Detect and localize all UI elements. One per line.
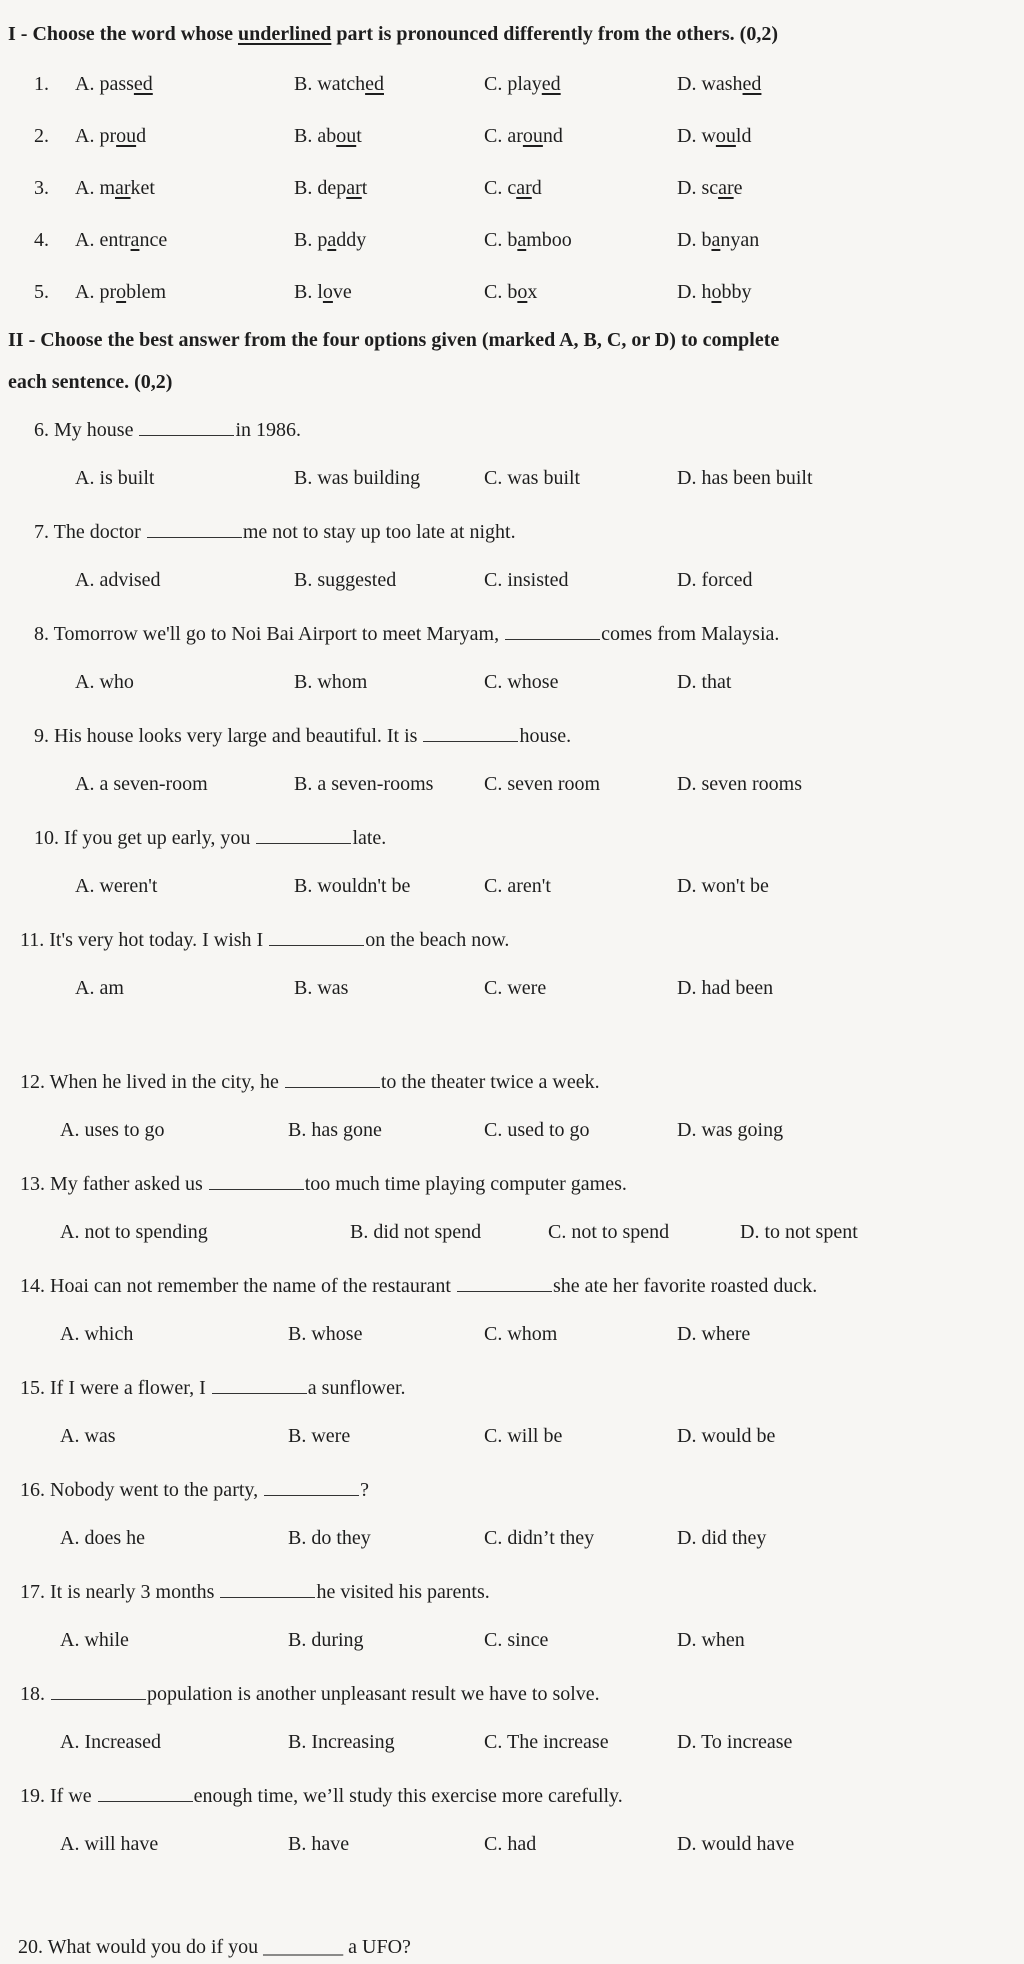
answer-option: D. was going xyxy=(677,1119,784,1141)
answer-option: C. didn’t they xyxy=(484,1527,595,1549)
section-1-heading xyxy=(0,12,1024,56)
question-row xyxy=(0,166,1024,210)
answer-option: D. where xyxy=(677,1323,751,1345)
question-pre: When he lived in the city, he xyxy=(49,1071,284,1093)
question-pre: His house looks very large and beautiful. It is xyxy=(54,725,423,747)
underlined-part: ar xyxy=(115,177,131,199)
answer-option: A. not to spending xyxy=(60,1221,208,1243)
question-text xyxy=(34,510,516,554)
answer-option: D. forced xyxy=(677,569,753,591)
question-row xyxy=(0,612,1024,656)
question-number: 4. xyxy=(34,229,49,251)
question-post: a sunflower. xyxy=(307,1377,406,1399)
answer-blank xyxy=(212,1375,307,1394)
answer-option: D. would xyxy=(677,125,752,147)
section-2-heading-line-1 xyxy=(0,318,1024,362)
question-post: me not to stay up too late at night. xyxy=(242,521,516,543)
answer-option: B. love xyxy=(294,281,352,303)
question-row xyxy=(0,1366,1024,1410)
answer-option: C. The increase xyxy=(484,1731,609,1753)
question-row xyxy=(0,270,1024,314)
question-text xyxy=(20,1060,600,1104)
question-post: ? xyxy=(360,1479,369,1501)
answer-option: A. Increased xyxy=(60,1731,162,1753)
question-post: too much time playing computer games. xyxy=(304,1173,627,1195)
cutoff-question-20 xyxy=(0,1934,1024,1964)
answer-option: A. uses to go xyxy=(60,1119,165,1141)
options-row xyxy=(0,1210,1024,1254)
answer-option: A. a seven-room xyxy=(75,773,208,795)
question-text xyxy=(20,1774,623,1818)
question-text xyxy=(34,408,301,452)
question-number: 1. xyxy=(34,73,49,95)
question-number: 16. xyxy=(20,1479,50,1501)
question-text xyxy=(34,714,571,758)
underlined-part: ed xyxy=(365,73,384,95)
answer-option: C. played xyxy=(484,73,561,95)
question-number: 17. xyxy=(20,1581,50,1603)
question-row xyxy=(0,62,1024,106)
answer-option: B. have xyxy=(288,1833,350,1855)
answer-option: C. seven room xyxy=(484,773,601,795)
section-1-title-post: part is pronounced differently from the others. (0,2) xyxy=(331,23,778,45)
answer-option: B. suggested xyxy=(294,569,397,591)
answer-option: B. was building xyxy=(294,467,421,489)
question-row xyxy=(0,1774,1024,1818)
underlined-part: o xyxy=(711,281,722,303)
question-pre: My father asked us xyxy=(50,1173,208,1195)
question-number: 14. xyxy=(20,1275,50,1297)
answer-option: D. has been built xyxy=(677,467,813,489)
question-row xyxy=(0,918,1024,962)
underlined-part: a xyxy=(517,229,527,251)
answer-blank xyxy=(220,1579,315,1598)
answer-option: B. paddy xyxy=(294,229,367,251)
question-post: in 1986. xyxy=(235,419,302,441)
answer-option: D. hobby xyxy=(677,281,752,303)
underlined-part: ar xyxy=(718,177,734,199)
answer-option: C. box xyxy=(484,281,538,303)
question-number: 18. xyxy=(20,1683,50,1705)
answer-option: B. during xyxy=(288,1629,364,1651)
question-post: house. xyxy=(519,725,572,747)
answer-blank xyxy=(505,621,600,640)
answer-blank xyxy=(147,519,242,538)
answer-option: D. scare xyxy=(677,177,743,199)
question-number: 12. xyxy=(20,1071,50,1093)
answer-option: B. watched xyxy=(294,73,384,95)
answer-option: B. has gone xyxy=(288,1119,382,1141)
underlined-part: o xyxy=(322,281,333,303)
answer-option: B. whom xyxy=(294,671,368,693)
answer-blank xyxy=(264,1477,359,1496)
options-row xyxy=(0,762,1024,806)
underlined-part: ou xyxy=(116,125,137,147)
question-number: 2. xyxy=(34,125,49,147)
section-2-title-line-2: each sentence. (0,2) xyxy=(8,371,173,393)
answer-option: C. whose xyxy=(484,671,559,693)
question-pre: It's very hot today. I wish I xyxy=(49,929,269,951)
underlined-part: o xyxy=(116,281,127,303)
question-row xyxy=(0,408,1024,452)
answer-option: A. passed xyxy=(75,73,153,95)
answer-blank xyxy=(457,1273,552,1292)
question-pre: It is nearly 3 months xyxy=(50,1581,220,1603)
question-row xyxy=(0,1468,1024,1512)
answer-option: D. washed xyxy=(677,73,762,95)
question-number: 7. xyxy=(34,521,54,543)
question-text xyxy=(34,816,386,860)
question-text xyxy=(20,1162,627,1206)
question-row xyxy=(0,816,1024,860)
cutoff-question-text: 20. What would you do if you ________ a UFO? xyxy=(18,1936,411,1958)
question-number: 5. xyxy=(34,281,49,303)
answer-option: A. will have xyxy=(60,1833,159,1855)
options-row xyxy=(0,1312,1024,1356)
options-row xyxy=(0,966,1024,1010)
answer-option: B. about xyxy=(294,125,362,147)
answer-option: A. does he xyxy=(60,1527,145,1549)
question-text xyxy=(20,1366,406,1410)
question-row xyxy=(0,714,1024,758)
underlined-part: ed xyxy=(742,73,762,95)
options-row xyxy=(0,456,1024,500)
answer-option: B. wouldn't be xyxy=(294,875,411,897)
answer-blank xyxy=(423,723,518,742)
answer-option: C. whom xyxy=(484,1323,558,1345)
answer-option: A. advised xyxy=(75,569,161,591)
question-text xyxy=(34,612,779,656)
question-row xyxy=(0,1570,1024,1614)
answer-option: A. while xyxy=(60,1629,129,1651)
answer-option: D. would have xyxy=(677,1833,795,1855)
underlined-part: a xyxy=(327,229,337,251)
question-pre: Tomorrow we'll go to Noi Bai Airport to meet Maryam, xyxy=(53,623,505,645)
answer-option: B. did not spend xyxy=(350,1221,482,1243)
question-pre: Hoai can not remember the name of the restaurant xyxy=(50,1275,456,1297)
section-1-title-underlined: underlined xyxy=(238,23,332,45)
question-pre: If I were a flower, I xyxy=(50,1377,211,1399)
question-number: 3. xyxy=(34,177,49,199)
question-row xyxy=(0,114,1024,158)
answer-option: B. do they xyxy=(288,1527,371,1549)
answer-option: C. aren't xyxy=(484,875,551,897)
question-post: late. xyxy=(352,827,387,849)
answer-option: A. am xyxy=(75,977,124,999)
answer-option: D. would be xyxy=(677,1425,776,1447)
question-pre: The doctor xyxy=(53,521,146,543)
underlined-part: ou xyxy=(336,125,357,147)
answer-option: B. depart xyxy=(294,177,368,199)
options-row xyxy=(0,1822,1024,1866)
answer-blank xyxy=(285,1069,380,1088)
question-number: 6. xyxy=(34,419,54,441)
answer-option: A. was xyxy=(60,1425,116,1447)
answer-option: D. seven rooms xyxy=(677,773,802,795)
answer-option: D. to not spent xyxy=(740,1221,858,1243)
answer-blank xyxy=(209,1171,304,1190)
question-post: on the beach now. xyxy=(365,929,510,951)
question-number: 11. xyxy=(20,929,50,951)
answer-option: C. had xyxy=(484,1833,537,1855)
answer-option: C. were xyxy=(484,977,547,999)
question-row xyxy=(0,1672,1024,1716)
question-row xyxy=(0,1060,1024,1104)
question-post: she ate her favorite roasted duck. xyxy=(552,1275,818,1297)
answer-option: C. was built xyxy=(484,467,581,489)
section-2-heading-line-2 xyxy=(0,360,1024,404)
question-row xyxy=(0,1264,1024,1308)
options-row xyxy=(0,864,1024,908)
options-row xyxy=(0,1414,1024,1458)
section-2-title-line-1: II - Choose the best answer from the four options given (marked A, B, C, or D) to complete xyxy=(8,329,780,351)
answer-option: C. around xyxy=(484,125,563,147)
question-text xyxy=(20,1264,817,1308)
answer-option: D. won't be xyxy=(677,875,769,897)
answer-option: D. banyan xyxy=(677,229,760,251)
underlined-part: ou xyxy=(715,125,736,147)
answer-option: B. was xyxy=(294,977,349,999)
underlined-part: ed xyxy=(541,73,561,95)
answer-option: A. who xyxy=(75,671,134,693)
question-pre: If you get up early, you xyxy=(64,827,256,849)
question-row xyxy=(0,510,1024,554)
answer-option: D. when xyxy=(677,1629,745,1651)
answer-blank xyxy=(51,1681,146,1700)
question-number: 19. xyxy=(20,1785,50,1807)
answer-option: A. which xyxy=(60,1323,134,1345)
answer-option: C. bamboo xyxy=(484,229,572,251)
question-post: enough time, we’ll study this exercise more carefully. xyxy=(193,1785,623,1807)
answer-blank xyxy=(269,927,364,946)
question-text xyxy=(20,1672,600,1716)
answer-option: C. used to go xyxy=(484,1119,590,1141)
question-text xyxy=(20,918,509,962)
question-text xyxy=(20,1570,490,1614)
answer-option: D. did they xyxy=(677,1527,767,1549)
answer-option: B. were xyxy=(288,1425,351,1447)
answer-option: A. is built xyxy=(75,467,155,489)
underlined-part: ar xyxy=(516,177,532,199)
question-number: 13. xyxy=(20,1173,50,1195)
answer-option: A. problem xyxy=(75,281,167,303)
options-row xyxy=(0,660,1024,704)
question-text xyxy=(20,1468,369,1512)
question-number: 8. xyxy=(34,623,54,645)
answer-option: A. market xyxy=(75,177,155,199)
answer-option: C. not to spend xyxy=(548,1221,670,1243)
answer-option: B. a seven-rooms xyxy=(294,773,434,795)
question-pre: Nobody went to the party, xyxy=(50,1479,264,1501)
answer-option: C. will be xyxy=(484,1425,563,1447)
underlined-part: o xyxy=(517,281,528,303)
question-pre: My house xyxy=(54,419,139,441)
question-number: 9. xyxy=(34,725,54,747)
answer-option: D. that xyxy=(677,671,732,693)
question-row xyxy=(0,218,1024,262)
answer-option: B. whose xyxy=(288,1323,363,1345)
options-row xyxy=(0,1720,1024,1764)
answer-option: A. entrance xyxy=(75,229,168,251)
answer-option: D. To increase xyxy=(677,1731,793,1753)
options-row xyxy=(0,1516,1024,1560)
answer-option: B. Increasing xyxy=(288,1731,395,1753)
question-post: comes from Malaysia. xyxy=(601,623,780,645)
underlined-part: ar xyxy=(346,177,362,199)
underlined-part: ou xyxy=(522,125,543,147)
answer-blank xyxy=(98,1783,193,1802)
options-row xyxy=(0,1108,1024,1152)
options-row xyxy=(0,1618,1024,1662)
underlined-part: a xyxy=(711,229,721,251)
question-row xyxy=(0,1162,1024,1206)
answer-option: C. insisted xyxy=(484,569,569,591)
answer-blank xyxy=(256,825,351,844)
answer-option: C. since xyxy=(484,1629,549,1651)
answer-option: A. proud xyxy=(75,125,147,147)
question-post: to the theater twice a week. xyxy=(380,1071,600,1093)
options-row xyxy=(0,558,1024,602)
answer-blank xyxy=(139,417,234,436)
question-number: 15. xyxy=(20,1377,50,1399)
answer-option: C. card xyxy=(484,177,542,199)
answer-option: A. weren't xyxy=(75,875,158,897)
underlined-part: a xyxy=(130,229,140,251)
question-post: he visited his parents. xyxy=(316,1581,490,1603)
underlined-part: ed xyxy=(133,73,153,95)
question-pre: If we xyxy=(50,1785,97,1807)
answer-option: D. had been xyxy=(677,977,774,999)
question-number: 10. xyxy=(34,827,64,849)
section-1-title-pre: I - Choose the word whose xyxy=(8,23,238,45)
question-post: population is another unpleasant result we have to solve. xyxy=(147,1683,600,1705)
